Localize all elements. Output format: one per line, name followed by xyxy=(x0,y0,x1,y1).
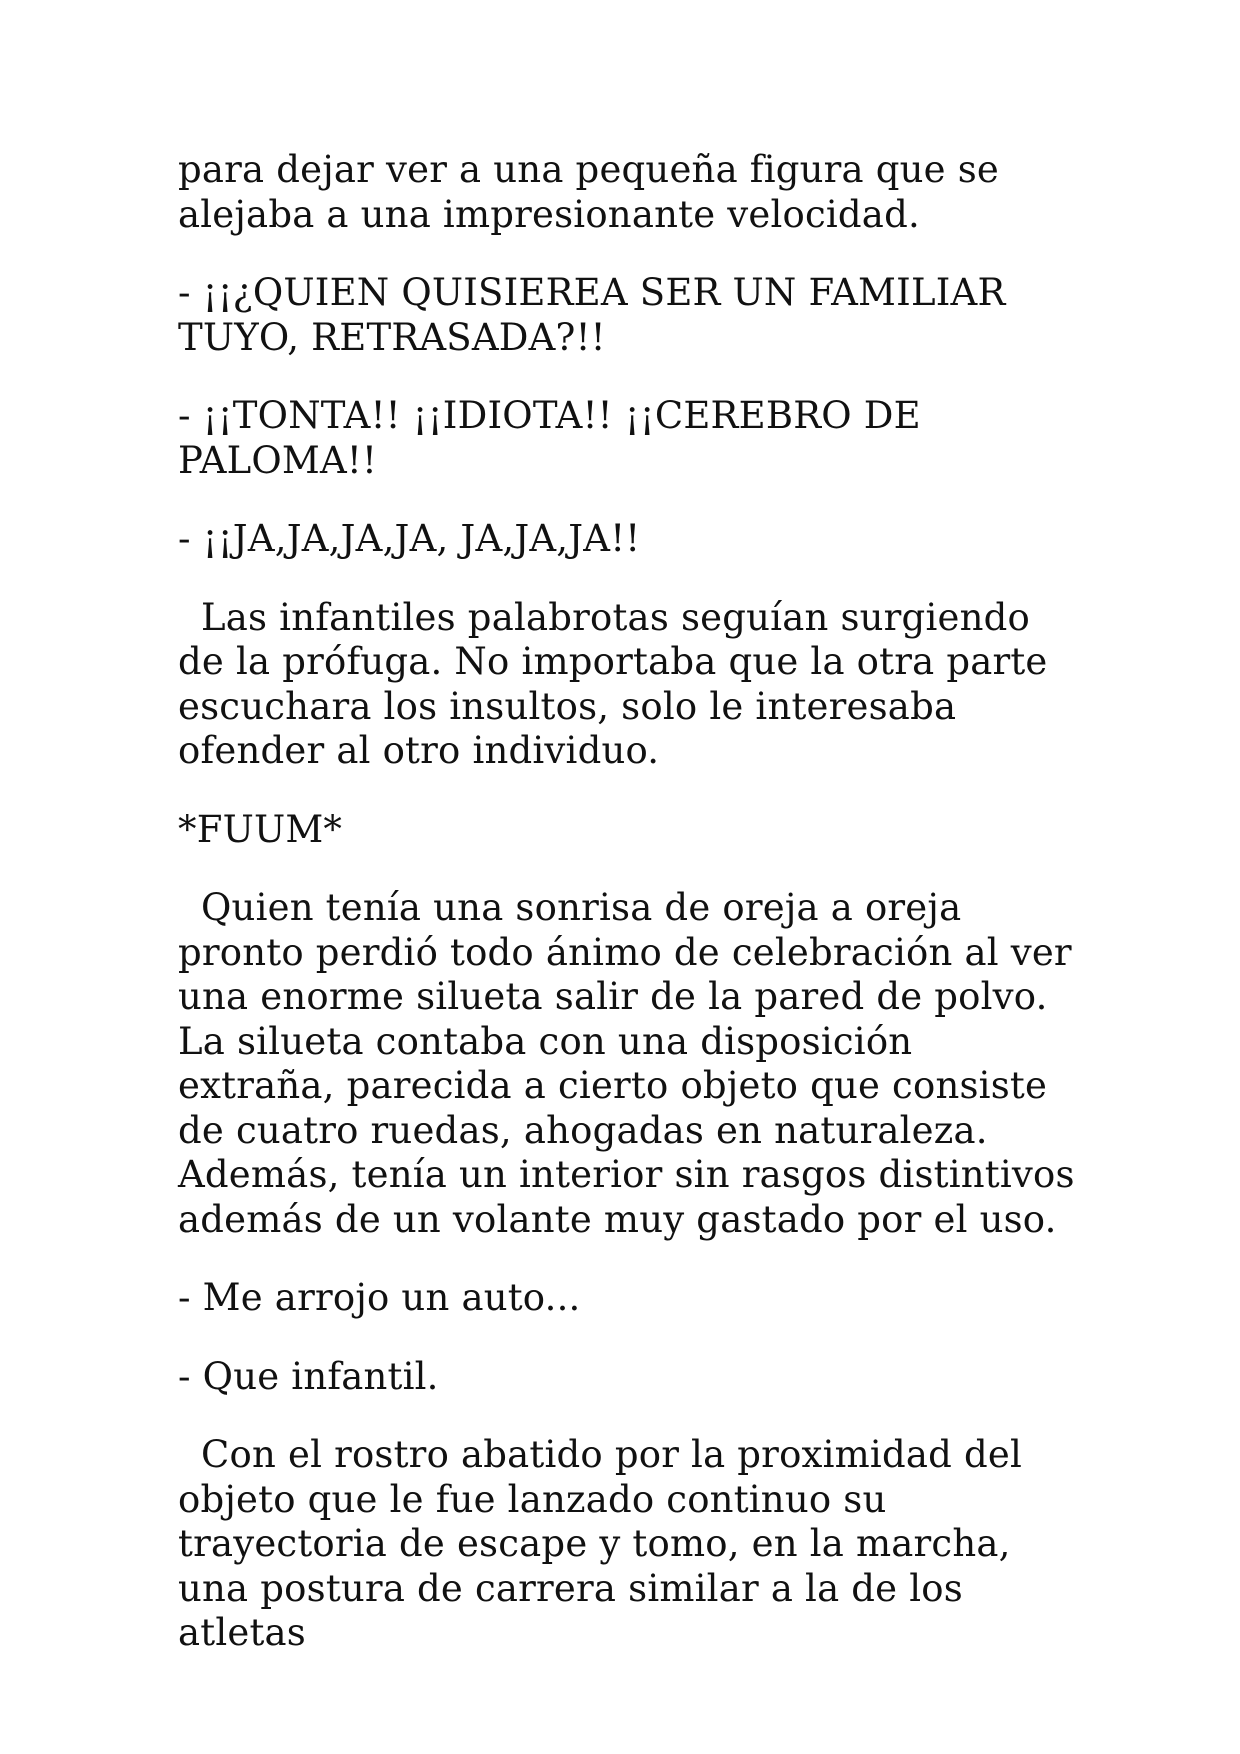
dialogue-line: - Que infantil. xyxy=(178,1354,439,1398)
narrative-paragraph: Quien tenía una sonrisa de oreja a oreja pronto perdió todo ánimo de celebración al ver una enorme silueta salir de la pared de polvo. La silueta contaba con una disposición extraña, parecida a cierto objeto que consiste de cuatro ruedas, ahogadas en naturaleza. Además, tenía un interior sin rasgos distintivos además de un volante muy gastado por el uso. xyxy=(178,886,1087,1241)
dialogue-line: - ¡¡TONTA!! ¡¡IDIOTA!! ¡¡CEREBRO DE PALOMA!! xyxy=(178,394,933,482)
dialogue-line: - ¡¡JA,JA,JA,JA, JA,JA,JA!! xyxy=(178,517,641,560)
narrative-paragraph: Con el rostro abatido por la proximidad del objeto que le fue lanzado continuo su trayectoria de escape y tomo, en la marcha, una postura de carrera similar a la de los atletas xyxy=(178,1433,1034,1654)
paragraph-continuation: para dejar ver a una pequeña figura que se alejaba a una impresionante velocidad. xyxy=(178,148,1011,236)
dialogue-line: - ¡¡¿QUIEN QUISIEREA SER UN FAMILIAR TUYO, RETRASADA?!! xyxy=(178,271,1018,359)
sound-effect: *FUUM* xyxy=(178,807,343,851)
narrative-paragraph: Las infantiles palabrotas seguían surgiendo de la prófuga. No importaba que la otra parte escuchara los insultos, solo le interesaba ofender al otro individuo. xyxy=(178,595,1060,772)
body-text xyxy=(178,148,1087,1690)
dialogue-line: - Me arrojo un auto... xyxy=(178,1276,581,1319)
